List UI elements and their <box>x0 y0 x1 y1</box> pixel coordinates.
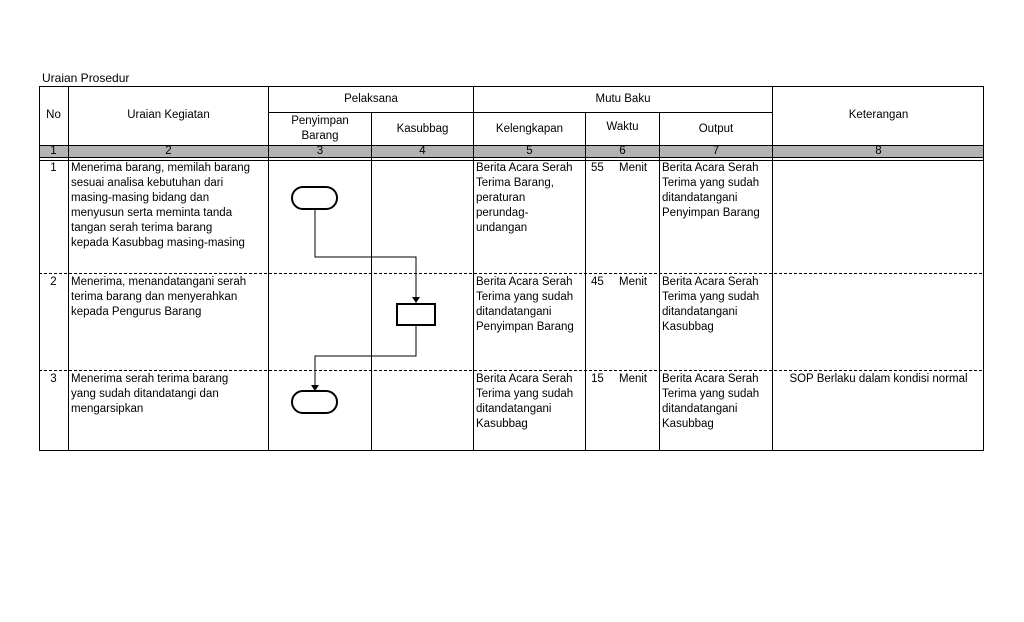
header-uraian-kegiatan: Uraian Kegiatan <box>127 109 210 121</box>
row-kelengkapan: Berita Acara Serah Terima yang sudah ditandatangani Penyimpan Barang <box>476 276 574 333</box>
flow-connector <box>315 209 416 300</box>
flow-process-box <box>397 304 435 325</box>
row-kelengkapan: Berita Acara Serah Terima yang sudah ditandatangani Kasubbag <box>476 373 574 430</box>
row-output: Berita Acara Serah Terima yang sudah ditandatangani Kasubbag <box>662 276 760 333</box>
row-uraian: Menerima barang, memilah barang sesuai analisa kebutuhan dari masing-masing bidang dan menyusun serta meminta tanda tangan serah terima barang kepada Kasubbag masing-masing <box>71 162 250 249</box>
column-number: 4 <box>419 145 426 157</box>
column-number: 5 <box>526 145 533 157</box>
row-keterangan: SOP Berlaku dalam kondisi normal <box>789 373 968 385</box>
row-waktu-value: 45 <box>591 276 604 288</box>
row-uraian: Menerima serah terima barang yang sudah ditandatangi dan mengarsipkan <box>71 373 229 415</box>
row-output: Berita Acara Serah Terima yang sudah ditandatangani Kasubbag <box>662 373 760 430</box>
row-waktu-unit: Menit <box>619 373 648 385</box>
header-waktu: Waktu <box>606 120 639 133</box>
flow-end-terminator <box>292 391 337 413</box>
column-number: 8 <box>875 145 882 157</box>
header-keterangan: Keterangan <box>848 109 909 121</box>
header-no: No <box>46 109 61 121</box>
row-kelengkapan: Berita Acara Serah Terima Barang, peraturan perundag- undangan <box>476 162 573 234</box>
row-uraian: Menerima, menandatangani serah terima barang dan menyerahkan kepada Pengurus Barang <box>71 276 247 318</box>
row-waktu-unit: Menit <box>619 162 648 174</box>
row-number: 3 <box>50 373 57 385</box>
column-number: 1 <box>50 145 57 157</box>
sop-table <box>39 86 984 451</box>
row-number: 2 <box>50 276 57 288</box>
column-number: 6 <box>619 145 626 157</box>
document-title: Uraian Prosedur <box>42 71 130 85</box>
flow-connector <box>315 325 416 388</box>
row-output: Berita Acara Serah Terima yang sudah ditandatangani Penyimpan Barang <box>662 162 760 219</box>
column-number: 2 <box>165 145 172 157</box>
column-number: 3 <box>316 145 324 157</box>
flow-start-terminator <box>292 187 337 209</box>
header-pelaksana: Pelaksana <box>344 92 398 105</box>
row-number: 1 <box>50 162 57 174</box>
header-penyimpan-barang: Penyimpan Barang <box>291 115 349 142</box>
flow-arrowhead <box>412 297 420 303</box>
header-output: Output <box>698 122 734 135</box>
header-mutu-baku: Mutu Baku <box>595 92 651 105</box>
row-waktu-value: 55 <box>591 162 604 174</box>
column-number: 7 <box>712 145 720 157</box>
header-kelengkapan: Kelengkapan <box>495 122 564 135</box>
row-waktu-value: 15 <box>591 373 604 385</box>
row-waktu-unit: Menit <box>619 276 648 288</box>
header-kasubbag: Kasubbag <box>396 122 449 135</box>
